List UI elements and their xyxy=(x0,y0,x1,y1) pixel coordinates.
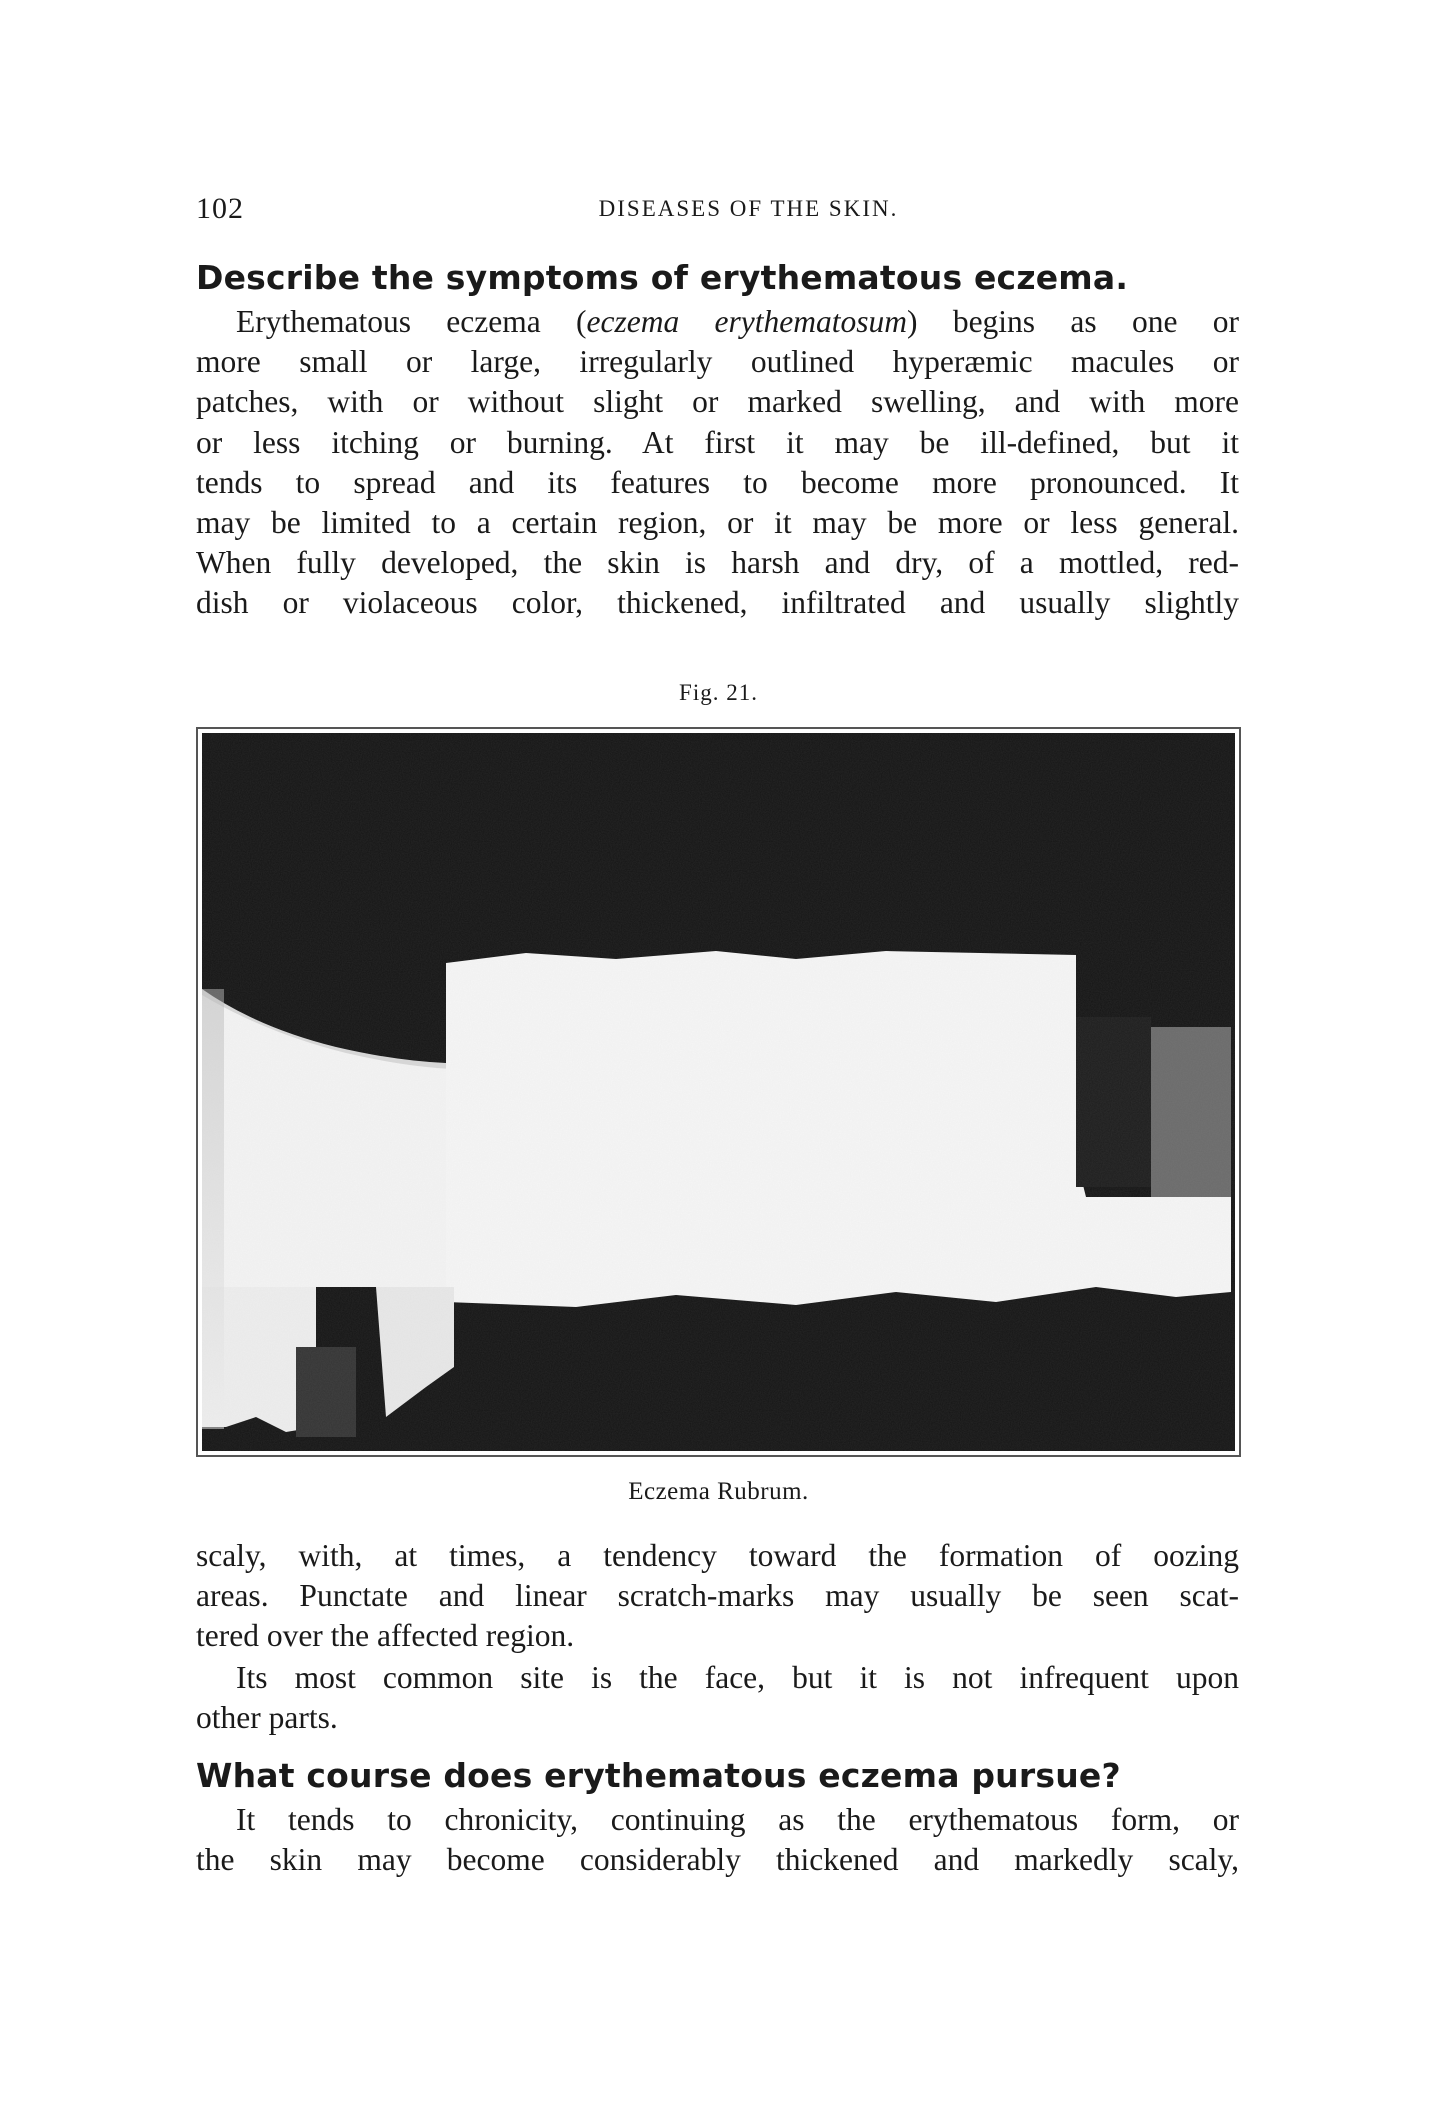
paragraph-line: It tends to chronicity, continuing as the erythematous form, or xyxy=(236,1802,1239,1837)
paragraph-line: may be limited to a certain region, or it may be more or less general. xyxy=(196,504,1239,540)
paragraph-course xyxy=(196,1800,1239,1880)
section-question-course: What course does erythematous eczema pursue? xyxy=(196,1756,1121,1795)
paragraph-line: the skin may become considerably thickened and markedly scaly, xyxy=(196,1842,1239,1878)
eczema-photo-illustration xyxy=(196,727,1241,1457)
latin-term: eczema erythematosum xyxy=(586,304,908,339)
paragraph-line: more small or large, irregularly outlined hyperæmic macules or xyxy=(196,344,1239,380)
figure-label: Fig. 21. xyxy=(679,680,758,705)
paragraph-line: or less itching or burning. At first it may be ill-defined, but it xyxy=(196,424,1239,460)
paragraph-line: When fully developed, the skin is harsh and dry, of a mottled, red- xyxy=(196,545,1239,581)
paragraph-line: other parts. xyxy=(196,1700,338,1736)
paragraph-common-site xyxy=(196,1658,1239,1738)
section-question-symptoms: Describe the symptoms of erythematous eczema. xyxy=(196,258,1129,297)
paragraph-line: patches, with or without slight or marked swelling, and with more xyxy=(196,384,1239,420)
page-number: 102 xyxy=(196,192,244,225)
figure-caption: Eczema Rubrum. xyxy=(628,1478,809,1505)
paragraph-line: Erythematous eczema (eczema erythematosum) begins as one or xyxy=(236,304,1240,339)
paragraph-continuation xyxy=(196,1536,1239,1657)
paragraph-line: dish or violaceous color, thickened, infiltrated and usually slightly xyxy=(196,585,1239,621)
paragraph-line: areas. Punctate and linear scratch-marks may usually be seen scat- xyxy=(196,1578,1239,1614)
photo-grain xyxy=(202,733,1235,1451)
paragraph-line: scaly, with, at times, a tendency toward the formation of oozing xyxy=(196,1538,1239,1573)
figure-photograph xyxy=(196,727,1241,1457)
paragraph-line: Its most common site is the face, but it is not infrequent upon xyxy=(236,1660,1239,1695)
paragraph-symptoms xyxy=(196,302,1239,624)
paragraph-line: tends to spread and its features to become more pronounced. It xyxy=(196,464,1239,500)
paragraph-line: tered over the affected region. xyxy=(196,1618,575,1654)
running-head xyxy=(196,192,1241,232)
running-title: DISEASES OF THE SKIN. xyxy=(598,196,899,221)
